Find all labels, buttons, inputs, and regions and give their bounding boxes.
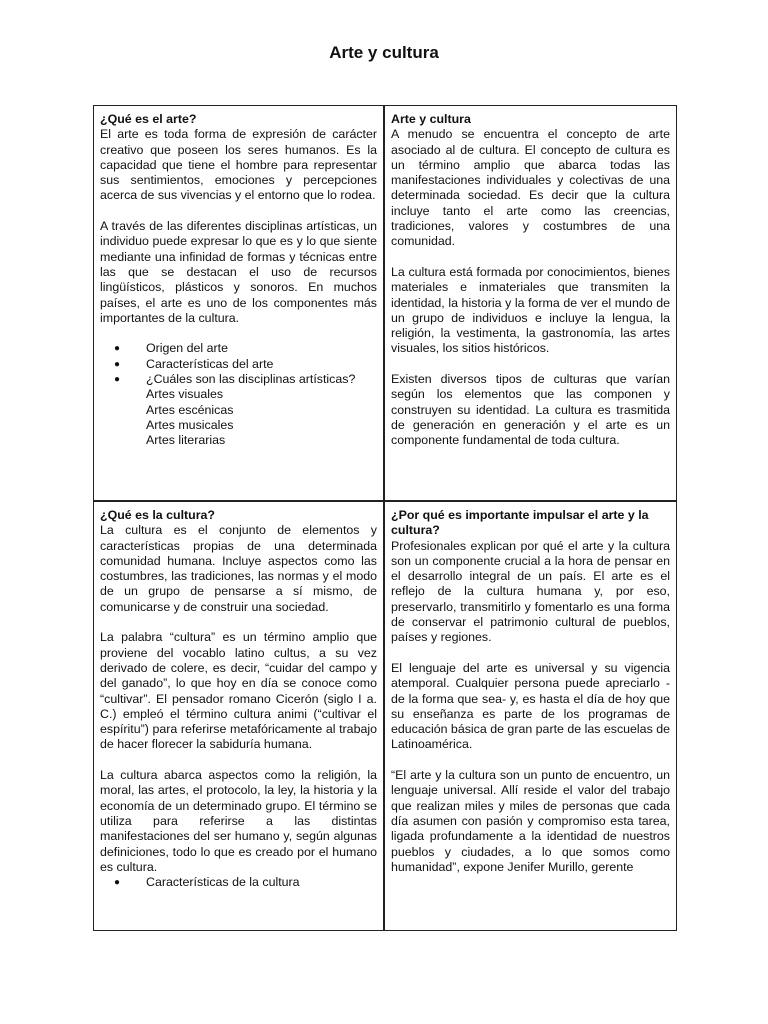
content-table	[93, 105, 677, 931]
cell-que-es-la-cultura	[94, 502, 385, 930]
list-item	[100, 341, 377, 356]
paragraph: La cultura es el conjunto de elementos y características propias de una determinada comunidad humana. Incluye aspectos como las costumbres, las tradiciones, las normas y el modo de un grupo de pensarse a sí mismo, de comunicarse y de construir una sociedad.	[100, 523, 377, 614]
sub-item: Artes escénicas	[146, 402, 234, 417]
paragraph: A través de las diferentes disciplinas artísticas, un individuo puede expresar lo que es y lo que siente mediante una infinidad de formas y técnicas entre las que se destacan el uso de recursos lingüísticos, plásticos y sonoros. En muchos países, el arte es uno de los componentes más importantes de la cultura.	[100, 219, 377, 325]
paragraph: A menudo se encuentra el concepto de arte asociado al de cultura. El concepto de cultura es un término amplio que abarca todas las manifestaciones individuales y colectivas de una determinada sociedad. Es decir que la cultura incluye tanto el arte como las creencias, tradiciones, valores y costumbres de una comunidad.	[391, 127, 670, 249]
list-item-label: Características del arte	[146, 356, 274, 371]
list-item	[100, 357, 377, 372]
bullet-list	[100, 341, 377, 387]
cell-heading: ¿Por qué es importante impulsar el arte y la cultura?	[391, 508, 649, 538]
paragraph: La cultura abarca aspectos como la religión, la moral, las artes, el protocolo, la ley, la historia y la economía de un determinado grupo. El término se utiliza para referirse a las distintas manifestaciones del ser humano y, según algunas definiciones, todo lo que es creado por el humano es cultura.	[100, 768, 377, 874]
paragraph: La palabra “cultura” es un término amplio que proviene del vocablo latino cultus, a su vez derivado de colere, es decir, “cuidar del campo y del ganado”, lo que hoy en día se conoce como “cultivar”. El pensador romano Cicerón (siglo I a. C.) empleó el término cultura animi (“cultivar el espíritu”) para referirse metafóricamente al trabajo de hacer florecer la sabiduría humana.	[100, 630, 377, 752]
paragraph: La cultura está formada por conocimientos, bienes materiales e inmateriales que transmiten la identidad, la historia y la forma de ver el mundo de un grupo de individuos e incluye la lengua, la religión, la vestimenta, la gastronomía, las artes visuales, los sitios históricos.	[391, 264, 670, 356]
bullet-icon: ●	[114, 374, 121, 386]
cell-por-que-impulsar	[385, 502, 676, 930]
list-item-label: Origen del arte	[146, 341, 228, 356]
bullet-icon: ●	[114, 877, 121, 889]
paragraph: El lenguaje del arte es universal y su vigencia atemporal. Cualquier persona puede apreciarlo -de la forma que sea- y, es hasta el día de hoy que su enseñanza es parte de los programas de educación básica de gran parte de las escuelas de Latinoamérica.	[391, 660, 670, 752]
paragraph: Profesionales explican por qué el arte y la cultura son un componente crucial a la hora de pensar en el desarrollo integral de un país. El arte es el reflejo de la cultura humana y, por eso, preservarlo, transmitirlo y fomentarlo es una forma de conservar el patrimonio cultural de pueblos, países y regiones.	[391, 538, 670, 645]
cell-heading: ¿Qué es la cultura?	[100, 508, 215, 522]
list-item-label: ¿Cuáles son las disciplinas artísticas?	[146, 372, 356, 387]
bullet-icon: ●	[114, 343, 121, 355]
paragraph: “El arte y la cultura son un punto de encuentro, un lenguaje universal. Allí reside el valor del trabajo que realizan miles y miles de personas que cada día asumen con pasión y compromiso esta tarea, ligada profundamente a la identidad de nuestros pueblos y ciudades, a lo que somos como humanidad”, expone Jenifer Murillo, gerente	[391, 768, 670, 874]
sub-item: Artes visuales	[146, 387, 224, 402]
paragraph: Existen diversos tipos de culturas que varían según los elementos que las componen y construyen su identidad. La cultura es trasmitida de generación en generación y el arte es un componente fundamental de toda cultura.	[391, 372, 670, 448]
list-item	[100, 875, 377, 890]
cell-heading: Arte y cultura	[391, 112, 471, 126]
bullet-icon: ●	[114, 358, 121, 370]
sub-item: Artes literarias	[146, 433, 226, 448]
list-item-label: Características de la cultura	[146, 875, 300, 890]
paragraph: El arte es toda forma de expresión de carácter creativo que poseen los seres humanos. Es la capacidad que tiene el hombre para representar sus sentimientos, emociones y percepciones acerca de sus vivencias y el entorno que lo rodea.	[100, 127, 377, 203]
bullet-list	[100, 875, 377, 890]
cell-que-es-el-arte	[94, 106, 385, 502]
cell-heading: ¿Qué es el arte?	[100, 112, 197, 126]
list-item	[100, 372, 377, 387]
sub-item: Artes musicales	[146, 417, 234, 432]
cell-arte-y-cultura	[385, 106, 676, 502]
document-title: Arte y cultura	[329, 43, 439, 62]
